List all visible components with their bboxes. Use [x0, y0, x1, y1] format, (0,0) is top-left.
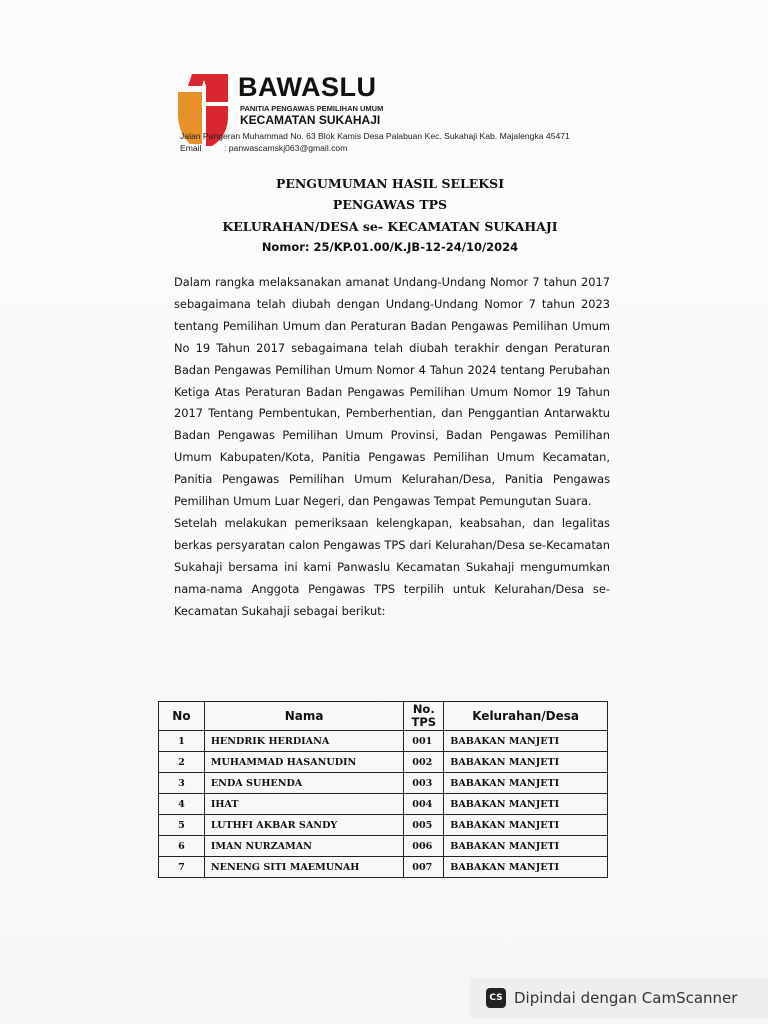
- table-row: [159, 752, 608, 773]
- email-value: : panwascamskj063@gmail.com: [224, 143, 348, 153]
- cell-nama: IMAN NURZAMAN: [204, 836, 403, 857]
- cell-kelurahan: BABAKAN MANJETI: [444, 857, 608, 878]
- camscanner-watermark: [470, 978, 768, 1018]
- org-subtitle-1: PANITIA PENGAWAS PEMILIHAN UMUM: [240, 104, 384, 113]
- cell-kelurahan: BABAKAN MANJETI: [444, 752, 608, 773]
- cell-no: 7: [159, 857, 205, 878]
- scanner-text: Dipindai dengan CamScanner: [514, 989, 738, 1007]
- table-row: [159, 731, 608, 752]
- cell-tps: 004: [404, 794, 444, 815]
- cell-tps: 005: [404, 815, 444, 836]
- header-tps: No. TPS: [404, 702, 444, 731]
- camscanner-icon: CS: [486, 988, 506, 1008]
- table-row: [159, 815, 608, 836]
- email-row: [180, 143, 347, 153]
- cell-nama: NENENG SITI MAEMUNAH: [204, 857, 403, 878]
- cell-no: 5: [159, 815, 205, 836]
- cell-no: 1: [159, 731, 205, 752]
- email-label: Email: [180, 143, 202, 153]
- table-row: [159, 773, 608, 794]
- paragraph-1: Dalam rangka melaksanakan amanat Undang-Undang Nomor 7 tahun 2017 sebagaimana telah diubah dengan Undang-Undang Nomor 7 tahun 2023 tentang Pemilihan Umum dan Peraturan Badan Pengawas Pemilihan Umum No 19 Tahun 2017 sebagaimana telah diubah terakhir dengan Peraturan Badan Pengawas Pemilihan Umum Nomor 4 Tahun 2024 tentang Perubahan Ketiga Atas Peraturan Badan Pengawas Pemilihan Umum Nomor 19 Tahun 2017 Tentang Pembentukan, Pemberhentian, dan Penggantian Antarwaktu Badan Pengawas Pemilihan Umum Provinsi, Badan Pengawas Pemilihan Umum Kabupaten/Kota, Panitia Pengawas Pemilihan Umum Kecamatan, Panitia Pengawas Pemilihan Umum Kelurahan/Desa, Panitia Pengawas Pemilihan Umum Luar Negeri, dan Pengawas Tempat Pemungutan Suara.: [174, 275, 610, 509]
- table-header-row: [159, 702, 608, 731]
- cell-kelurahan: BABAKAN MANJETI: [444, 815, 608, 836]
- cell-kelurahan: BABAKAN MANJETI: [444, 794, 608, 815]
- title-line-1: PENGUMUMAN HASIL SELEKSI: [275, 176, 505, 191]
- header-kelurahan: Kelurahan/Desa: [444, 702, 608, 731]
- cell-kelurahan: BABAKAN MANJETI: [444, 836, 608, 857]
- cell-tps: 006: [404, 836, 444, 857]
- cell-no: 3: [159, 773, 205, 794]
- cell-tps: 001: [404, 731, 444, 752]
- cell-tps: 002: [404, 752, 444, 773]
- cell-tps: 003: [404, 773, 444, 794]
- cell-nama: HENDRIK HERDIANA: [204, 731, 403, 752]
- cell-no: 2: [159, 752, 205, 773]
- cell-no: 4: [159, 794, 205, 815]
- body-text: [174, 272, 610, 623]
- cell-nama: LUTHFI AKBAR SANDY: [204, 815, 403, 836]
- tps-table: [158, 701, 608, 878]
- org-name: BAWASLU: [238, 72, 377, 102]
- cell-kelurahan: BABAKAN MANJETI: [444, 731, 608, 752]
- cell-nama: MUHAMMAD HASANUDIN: [204, 752, 403, 773]
- cell-kelurahan: BABAKAN MANJETI: [444, 773, 608, 794]
- title-line-3: KELURAHAN/DESA se- KECAMATAN SUKAHAJI: [222, 219, 558, 234]
- paragraph-2: Setelah melakukan pemeriksaan kelengkapan, keabsahan, dan legalitas berkas persyaratan calon Pengawas TPS dari Kelurahan/Desa se-Kecamatan Sukahaji bersama ini kami Panwaslu Kecamatan Sukahaji mengumumkan nama-nama Anggota Pengawas TPS terpilih untuk Kelurahan/Desa se-Kecamatan Sukahaji sebagai berikut:: [174, 515, 610, 618]
- cell-no: 6: [159, 836, 205, 857]
- address: Jalan Pangeran Muhammad No. 63 Blok Kamis Desa Palabuan Kec. Sukahaji Kab. Majalengka 45471: [180, 131, 570, 141]
- document-number: Nomor: 25/KP.01.00/K.JB-12-24/10/2024: [261, 240, 519, 254]
- table-row: [159, 857, 608, 878]
- cell-tps: 007: [404, 857, 444, 878]
- header-nama: Nama: [204, 702, 403, 731]
- table-row: [159, 836, 608, 857]
- cell-nama: ENDA SUHENDA: [204, 773, 403, 794]
- header-no: No: [159, 702, 205, 731]
- org-subtitle-2: KECAMATAN SUKAHAJI: [240, 113, 381, 127]
- title-line-2: PENGAWAS TPS: [332, 197, 448, 212]
- table-row: [159, 794, 608, 815]
- cell-nama: IHAT: [204, 794, 403, 815]
